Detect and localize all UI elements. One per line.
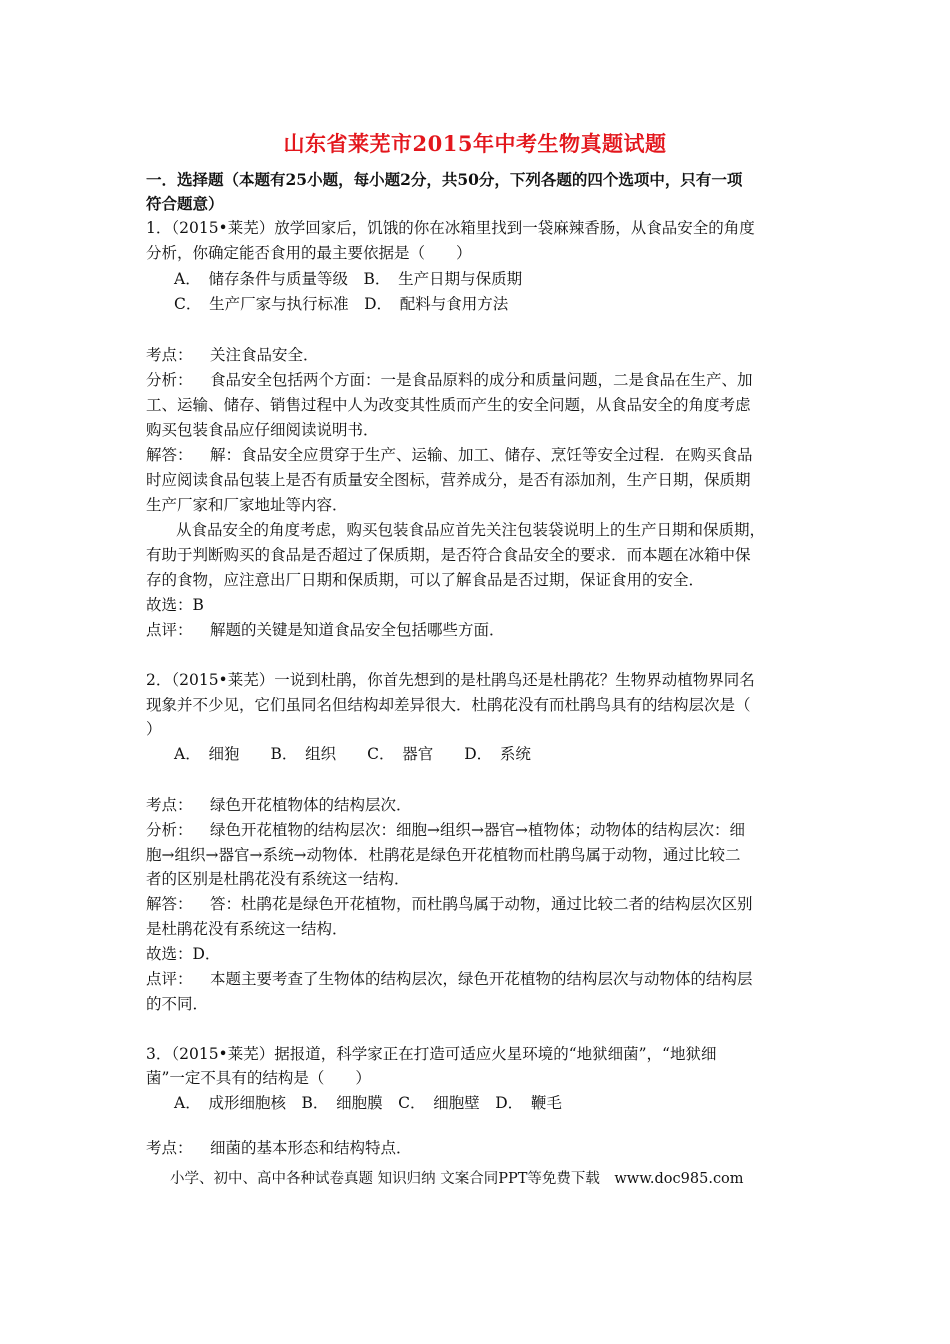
q1-option-row-2: C． 生产厂家与执行标准 D． 配料与食用方法 (174, 295, 509, 313)
q2-stem-line-2: 现象并不少见，它们虽同名但结构却差异很大．杜鹃花没有而杜鹃鸟具有的结构层次是（ (146, 696, 751, 714)
q3-option-row: A． 成形细胞核 B． 细胞膜 C． 细胞壁 D． 鞭毛 (174, 1094, 562, 1112)
q1-jieda-line-3: 生产厂家和厂家地址等内容． (146, 496, 348, 514)
q1-answer: 故选：B (146, 596, 204, 614)
q1-jieda2-line-1: 从食品安全的角度考虑，购买包装食品应首先关注包装袋说明上的生产日期和保质期， (176, 521, 766, 539)
q2-kaodian (146, 795, 412, 815)
kaodian-label: 考点： (146, 346, 193, 364)
q2-stem-line-3: ） (146, 720, 162, 738)
q1-fenxi-line-1 (146, 370, 753, 390)
dianping-label: 点评： (146, 621, 193, 639)
section-heading-line-2: 符合题意） (146, 194, 224, 213)
fenxi-label: 分析： (146, 371, 193, 389)
q1-jieda2-line-3: 存的食物，应注意出厂日期和保质期，可以了解食品是否过期，保证食用的安全． (146, 571, 705, 589)
document-title: 山东省莱芜市2015年中考生物真题试题 (283, 131, 667, 156)
jieda-text: 答：杜鹃花是绿色开花植物，而杜鹃鸟属于动物，通过比较二者的结构层次区别 (210, 895, 753, 913)
q2-dianping-line-2: 的不同． (146, 995, 209, 1013)
dianping-label: 点评： (146, 970, 193, 988)
jieda-label: 解答： (146, 895, 193, 913)
kaodian-label: 考点： (146, 796, 193, 814)
q1-stem-line-2: 分析，你确定能否食用的最主要依据是（ ） (146, 244, 472, 262)
q2-option-row: A． 细狍 B． 组织 C． 器官 D． 系统 (174, 745, 531, 763)
dianping-text: 解题的关键是知道食品安全包括哪些方面． (210, 621, 505, 639)
kaodian-text: 细菌的基本形态和结构特点． (210, 1139, 412, 1157)
q1-jieda-line-2: 时应阅读食品包装上是否有质量安全图标，营养成分，是否有添加剂，生产日期，保质期 (146, 471, 751, 489)
q2-jieda-line-2: 是杜鹃花没有系统这一结构． (146, 920, 348, 938)
dianping-text: 本题主要考查了生物体的结构层次，绿色开花植物的结构层次与动物体的结构层 (210, 970, 753, 988)
q2-fenxi-line-1 (146, 820, 745, 840)
fenxi-text: 食品安全包括两个方面：一是食品原料的成分和质量问题，二是食品在生产、加 (210, 371, 753, 389)
q3-stem-line-2: 菌”一定不具有的结构是（ ） (146, 1069, 371, 1087)
jieda-label: 解答： (146, 446, 193, 464)
q1-jieda2-line-2: 有助于判断购买的食品是否超过了保质期，是否符合食品安全的要求．而本题在冰箱中保 (146, 546, 751, 564)
q2-answer: 故选：D． (146, 945, 221, 963)
q2-fenxi-line-2: 胞→组织→器官→系统→动物体．杜鹃花是绿色开花植物而杜鹃鸟属于动物，通过比较二 (146, 846, 741, 864)
kaodian-text: 关注食品安全． (210, 346, 319, 364)
q2-dianping-line-1 (146, 969, 753, 989)
q3-stem-line-1: 3．（2015•莱芜）据报道，科学家正在打造可适应火星环境的“地狱细菌”，“地狱细 (146, 1045, 717, 1063)
q1-fenxi-line-2: 工、运输、储存、销售过程中人为改变其性质而产生的安全问题，从食品安全的角度考虑 (146, 396, 751, 414)
q1-kaodian (146, 345, 319, 365)
fenxi-text: 绿色开花植物的结构层次：细胞→组织→器官→植物体；动物体的结构层次：细 (210, 821, 745, 839)
kaodian-text: 绿色开花植物体的结构层次． (210, 796, 412, 814)
q2-fenxi-line-3: 者的区别是杜鹃花没有系统这一结构． (146, 870, 410, 888)
q1-jieda-line-1 (146, 445, 753, 465)
section-heading-line-1: 一．选择题（本题有25小题，每小题2分，共50分，下列各题的四个选项中，只有一项 (146, 170, 743, 189)
q2-stem-line-1: 2．（2015•莱芜）一说到杜鹃，你首先想到的是杜鹃鸟还是杜鹃花？生物界动植物界同名 (146, 671, 755, 689)
fenxi-label: 分析： (146, 821, 193, 839)
page-footer: 小学、初中、高中各种试卷真题 知识归纳 文案合同PPT等免费下载 www.doc985.com (170, 1171, 744, 1187)
q1-option-row-1: A． 储存条件与质量等级 B． 生产日期与保质期 (174, 270, 523, 288)
q3-kaodian (146, 1138, 412, 1158)
kaodian-label: 考点： (146, 1139, 193, 1157)
q1-fenxi-line-3: 购买包装食品应仔细阅读说明书． (146, 421, 379, 439)
q1-stem-line-1: 1．（2015•莱芜）放学回家后，饥饿的你在冰箱里找到一袋麻辣香肠，从食品安全的角度 (146, 219, 755, 237)
q2-jieda-line-1 (146, 894, 753, 914)
q1-dianping (146, 620, 505, 640)
jieda-text: 解：食品安全应贯穿于生产、运输、加工、储存、烹饪等安全过程．在购买食品 (210, 446, 753, 464)
